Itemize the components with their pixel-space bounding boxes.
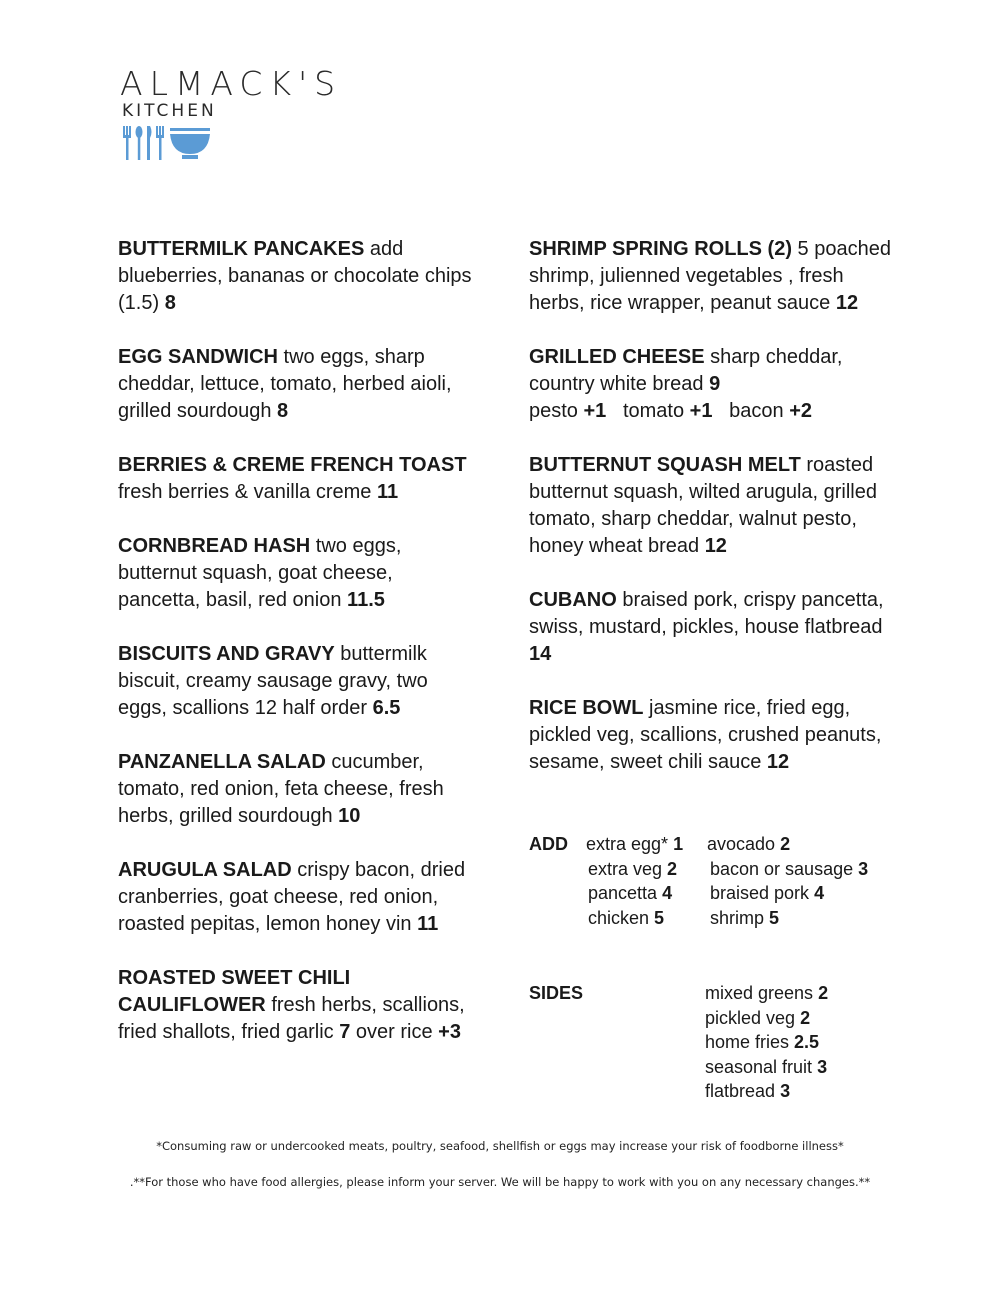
add-on-item	[586, 857, 683, 882]
item-name: ARUGULA SALAD	[118, 859, 292, 881]
item-description: braised pork, crispy pancetta, swiss, mustard, pickles, house flatbread	[529, 589, 884, 638]
menu-item	[529, 695, 899, 776]
add-ons-column-2	[707, 832, 868, 930]
menu-item	[529, 344, 899, 425]
add-on-label: shrimp	[710, 907, 770, 928]
item-extra-price: +3	[438, 1021, 461, 1043]
item-description: jasmine rice, fried egg, pickled veg, scallions, crushed peanuts, sesame, sweet chili sauce	[529, 697, 882, 773]
add-ons-label: ADD	[529, 834, 568, 854]
side-price: 2.5	[794, 1032, 820, 1052]
add-on-price: 3	[858, 858, 869, 879]
menu-item	[118, 452, 478, 506]
menu-column-right	[529, 236, 899, 803]
brand-logo	[120, 64, 360, 164]
add-on-price: 4	[814, 883, 825, 903]
brand-name: ALMACK'S	[120, 64, 343, 103]
brand-subname: KITCHEN	[122, 101, 217, 121]
add-on-price: 2	[780, 834, 791, 854]
menu-item	[118, 749, 478, 830]
item-price: 6.5	[372, 697, 401, 719]
add-on-item	[586, 906, 683, 931]
item-price: 14	[529, 643, 552, 665]
item-description: fresh berries & vanilla creme	[118, 481, 377, 503]
side-item	[705, 981, 828, 1006]
item-price: 11.5	[347, 589, 385, 611]
item-name: GRILLED CHEESE	[529, 346, 705, 368]
sides-label: SIDES	[529, 983, 584, 1003]
add-on-label: extra egg*	[586, 834, 674, 854]
add-on-item	[707, 832, 868, 857]
item-name: BUTTERNUT SQUASH MELT	[529, 454, 801, 476]
item-price: 11	[376, 481, 399, 503]
item-price: 12	[766, 751, 790, 773]
item-name: BISCUITS AND GRAVY	[118, 643, 335, 665]
addon-price: +2	[789, 400, 813, 422]
side-label: mixed greens	[705, 983, 819, 1003]
item-price: 10	[338, 805, 361, 827]
add-on-item	[707, 881, 868, 906]
menu-column-left	[118, 236, 478, 1073]
item-name: RICE BOWL	[529, 697, 644, 719]
add-on-price: 5	[654, 907, 665, 928]
item-extra: over rice	[350, 1021, 439, 1043]
side-price: 3	[817, 1056, 828, 1077]
add-on-label: chicken	[588, 907, 655, 928]
add-on-item	[586, 832, 683, 857]
item-price: 8	[277, 400, 289, 422]
item-description: 5 poached shrimp, julienned vegetables , fresh herbs, rice wrapper, peanut sauce	[529, 238, 891, 314]
item-description: two eggs, sharp cheddar, lettuce, tomato, herbed aioli, grilled sourdough	[118, 346, 452, 422]
menu-item	[118, 857, 478, 938]
add-on-label: avocado	[707, 834, 781, 854]
item-name: SHRIMP SPRING ROLLS (2)	[529, 238, 792, 260]
side-price: 3	[780, 1081, 791, 1101]
item-description: sharp cheddar, country white bread	[529, 346, 843, 395]
menu-item	[118, 344, 478, 425]
side-item	[705, 1006, 828, 1031]
item-price: 7	[339, 1021, 351, 1043]
side-price: 2	[800, 1007, 811, 1028]
item-price: 11	[417, 913, 439, 935]
item-description: roasted butternut squash, wilted arugula, grilled tomato, sharp cheddar, walnut pesto, honey wheat bread	[529, 454, 877, 557]
menu-item	[118, 965, 478, 1046]
menu-item	[529, 452, 899, 560]
item-description: fresh herbs, scallions, fried shallots, fried garlic	[118, 994, 465, 1043]
item-description: two eggs, butternut squash, goat cheese, pancetta, basil, red onion	[118, 535, 402, 611]
add-on-label: bacon or sausage	[710, 858, 859, 879]
allergy-note: .**For those who have food allergies, please inform your server. We will be happy to work with you on any necessary changes.**	[129, 1175, 871, 1189]
side-item	[705, 1055, 828, 1080]
add-on-item	[707, 906, 868, 931]
add-on-price: 2	[667, 858, 678, 879]
item-description: buttermilk biscuit, creamy sausage gravy, two eggs, scallions 12 half order	[118, 643, 428, 719]
menu-item	[118, 236, 478, 317]
item-price: 8	[164, 292, 176, 314]
addon-price: +1	[689, 400, 713, 422]
item-name: CORNBREAD HASH	[118, 535, 311, 557]
side-label: home fries	[705, 1032, 795, 1052]
sides-list	[705, 981, 828, 1104]
menu-item	[529, 236, 899, 317]
side-label: pickled veg	[705, 1007, 801, 1028]
menu-item	[529, 587, 899, 668]
item-description: crispy bacon, dried cranberries, goat cheese, red onion, roasted pepitas, lemon honey vin	[118, 859, 466, 935]
item-price: 12	[835, 292, 859, 314]
item-description: cucumber, tomato, red onion, feta cheese, fresh herbs, grilled sourdough	[118, 751, 444, 827]
addon-label: tomato	[622, 400, 690, 422]
add-on-price: 4	[662, 883, 673, 903]
item-name: CUBANO	[529, 589, 617, 611]
side-price: 2	[818, 983, 829, 1003]
item-name: EGG SANDWICH	[118, 346, 278, 368]
add-on-label: braised pork	[710, 883, 815, 903]
add-on-label: extra veg	[588, 858, 668, 879]
addon-price: +1	[583, 400, 607, 422]
item-name: ROASTED SWEET CHILI CAULIFLOWER	[118, 967, 351, 1016]
raw-food-warning: *Consuming raw or undercooked meats, poultry, seafood, shellfish or eggs may increase your risk of foodborne illness*	[156, 1139, 844, 1153]
item-description: add blueberries, bananas or chocolate chips (1.5)	[118, 238, 472, 314]
side-label: seasonal fruit	[705, 1056, 818, 1077]
utensils-bowl-icon	[122, 124, 222, 162]
item-price: 9	[709, 373, 721, 395]
addon-label: pesto	[529, 400, 584, 422]
add-on-label: pancetta	[588, 883, 663, 903]
add-ons-column-1	[586, 832, 683, 930]
item-name: BERRIES & CREME FRENCH TOAST	[118, 454, 467, 476]
add-on-price: 5	[769, 907, 780, 928]
item-name: PANZANELLA SALAD	[118, 751, 326, 773]
menu-item	[118, 641, 478, 722]
side-item	[705, 1079, 828, 1104]
add-on-item	[586, 881, 683, 906]
item-name: BUTTERMILK PANCAKES	[118, 238, 365, 260]
item-price: 12	[704, 535, 727, 557]
side-label: flatbread	[705, 1081, 781, 1101]
menu-item	[118, 533, 478, 614]
add-on-item	[707, 857, 868, 882]
side-item	[705, 1030, 828, 1055]
addon-label: bacon	[729, 400, 790, 422]
add-on-price: 1	[673, 834, 684, 854]
